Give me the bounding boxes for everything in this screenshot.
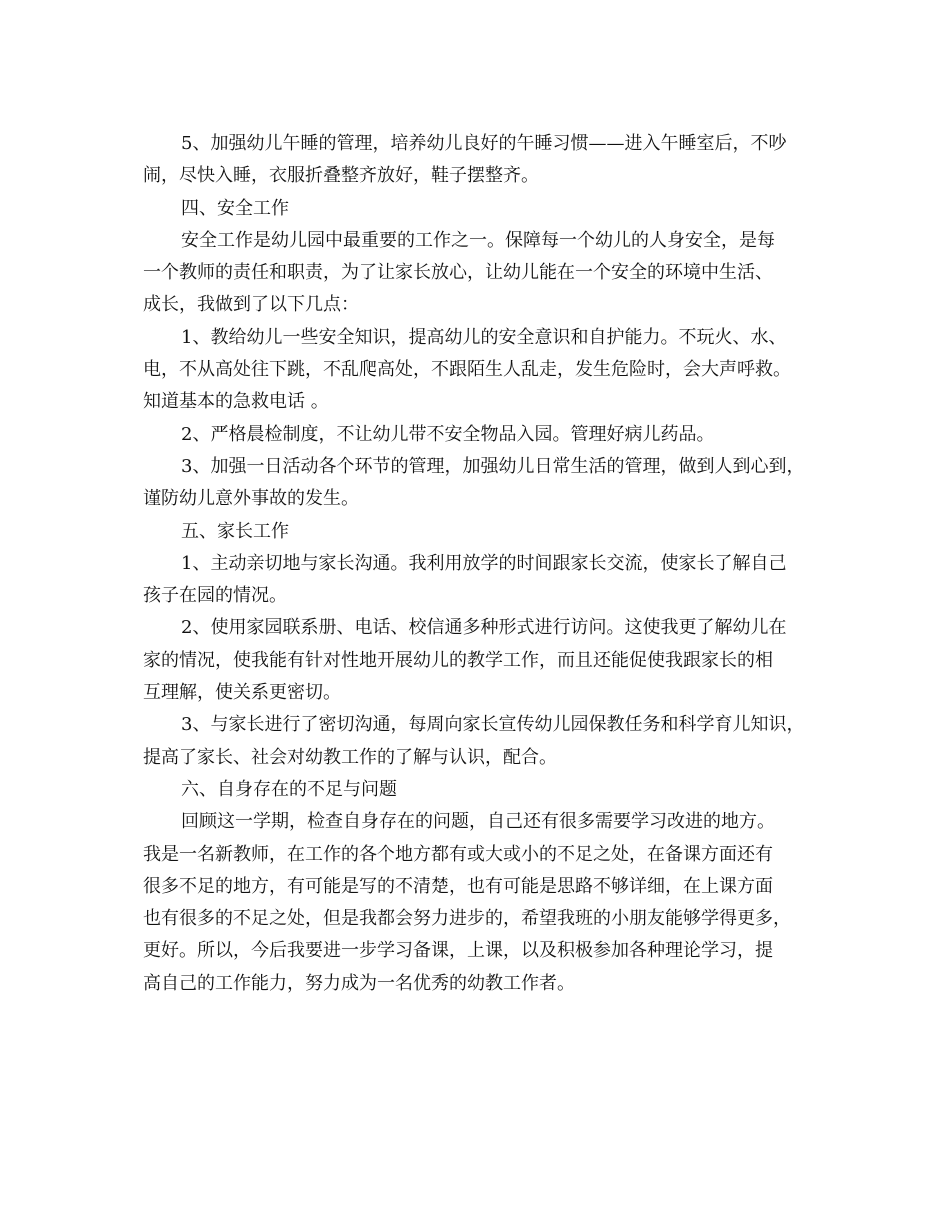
text-line: 3、与家长进行了密切沟通，每周向家长宣传幼儿园保教任务和科学育儿知识， [181, 714, 805, 736]
text-line: 安全工作是幼儿园中最重要的工作之一。保障每一个幼儿的人身安全，是每 [181, 229, 775, 251]
text-line: 电，不从高处往下跳，不乱爬高处，不跟陌生人乱走，发生危险时，会大声呼救。 [143, 359, 791, 381]
text-line: 提高了家长、社会对幼教工作的了解与认识，配合。 [143, 746, 557, 768]
text-line: 家的情况，使我能有针对性地开展幼儿的教学工作，而且还能促使我跟家长的相 [143, 649, 773, 671]
document-body [143, 128, 823, 1000]
text-line: 1、主动亲切地与家长沟通。我利用放学的时间跟家长交流，使家长了解自己 [181, 552, 787, 574]
text-line: 高自己的工作能力，努力成为一名优秀的幼教工作者。 [143, 972, 575, 994]
text-line: 也有很多的不足之处，但是我都会努力进步的，希望我班的小朋友能够学得更多， [143, 908, 791, 930]
text-line: 1、教给幼儿一些安全知识，提高幼儿的安全意识和自护能力。不玩火、水、 [181, 326, 787, 348]
text-line: 闹，尽快入睡，衣服折叠整齐放好，鞋子摆整齐。 [143, 165, 539, 187]
text-line: 孩子在园的情况。 [143, 585, 287, 607]
text-line: 知道基本的急救电话 。 [143, 391, 329, 413]
text-line: 2、严格晨检制度，不让幼儿带不安全物品入园。管理好病儿药品。 [181, 423, 715, 445]
text-line: 5、加强幼儿午睡的管理，培养幼儿良好的午睡习惯——进入午睡室后，不吵 [181, 133, 787, 154]
text-line: 四、安全工作 [181, 197, 289, 219]
text-line: 谨防幼儿意外事故的发生。 [143, 488, 359, 510]
text-line: 回顾这一学期，检查自身存在的问题，自己还有很多需要学习改进的地方。 [181, 811, 775, 833]
text-line: 2、使用家园联系册、电话、校信通多种形式进行访问。这使我更了解幼儿在 [181, 617, 787, 639]
text-line: 成长，我做到了以下几点： [143, 294, 359, 316]
text-line: 我是一名新教师，在工作的各个地方都有或大或小的不足之处，在备课方面还有 [143, 843, 773, 865]
text-line: 一个教师的责任和职责，为了让家长放心，让幼儿能在一个安全的环境中生活、 [143, 262, 773, 284]
text-line: 3、加强一日活动各个环节的管理，加强幼儿日常生活的管理，做到人到心到， [181, 455, 805, 477]
text-line: 五、家长工作 [181, 520, 289, 542]
text-line: 互理解，使关系更密切。 [143, 682, 341, 704]
text-line: 六、自身存在的不足与问题 [181, 778, 397, 800]
text-line: 很多不足的地方，有可能是写的不清楚，也有可能是思路不够详细，在上课方面 [143, 875, 773, 897]
text-line: 更好。所以，今后我要进一步学习备课，上课，以及积极参加各种理论学习，提 [143, 940, 773, 962]
